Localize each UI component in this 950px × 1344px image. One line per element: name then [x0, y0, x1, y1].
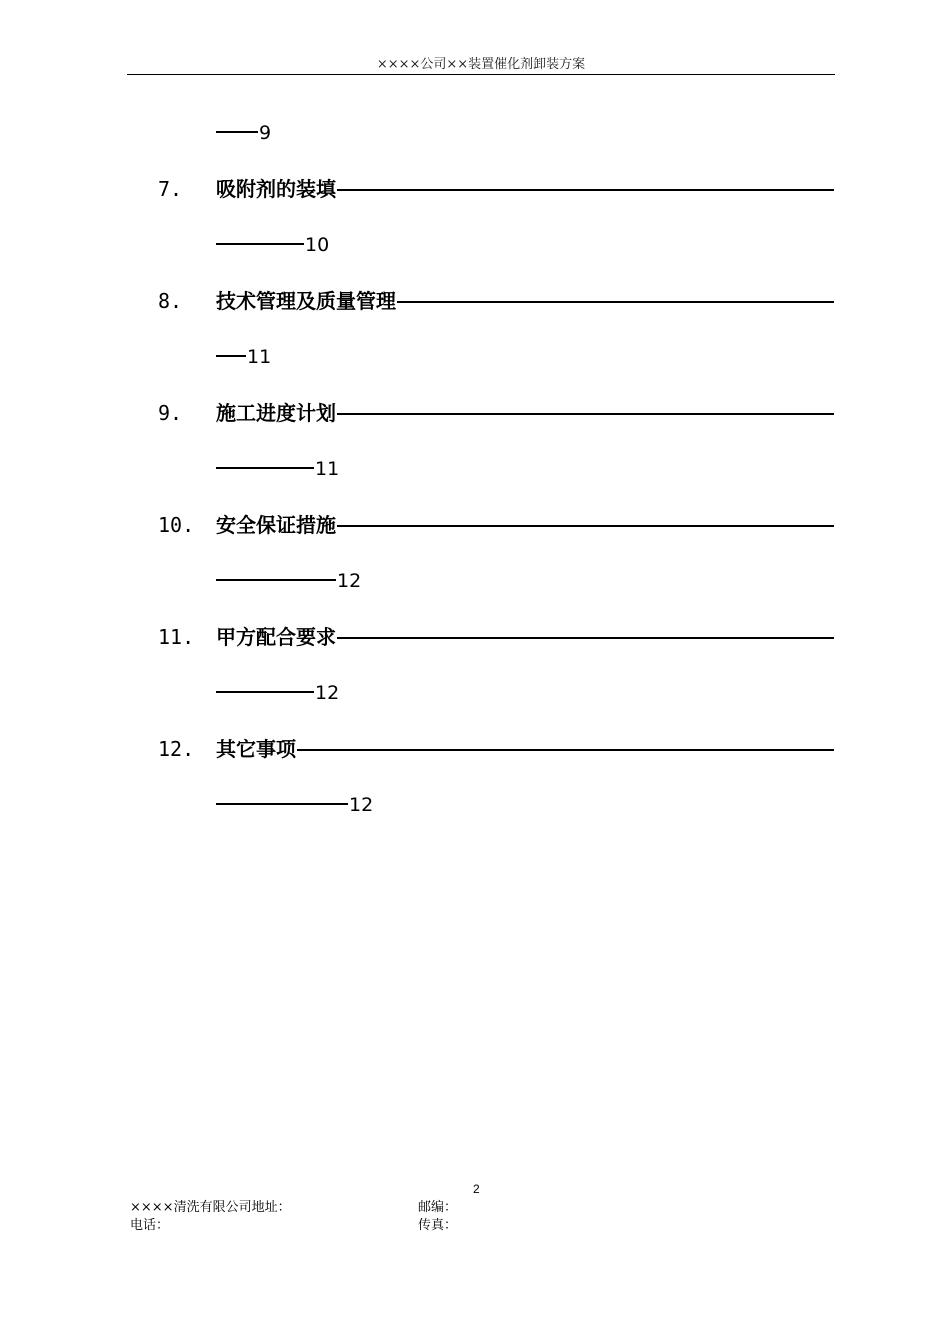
toc-leader-dashes	[216, 243, 304, 245]
toc-entry-7[interactable]	[216, 177, 834, 201]
toc-continuation-9	[216, 457, 339, 481]
toc-entry-number: 8.	[158, 289, 183, 313]
toc-continuation-10	[216, 569, 361, 593]
toc-entry-title: 施工进度计划	[216, 401, 336, 425]
toc-leader-dashes	[216, 803, 348, 805]
toc-leader-dashes	[216, 131, 258, 133]
page-number: 2	[473, 1182, 480, 1196]
toc-leader-dashes	[337, 525, 834, 527]
footer-postcode: 邮编：	[418, 1200, 458, 1215]
toc-continuation-6	[216, 121, 271, 145]
footer-fax: 传真：	[418, 1218, 458, 1233]
toc-entry-number: 11.	[158, 625, 195, 649]
toc-continuation-7	[216, 233, 329, 257]
toc-continuation-11	[216, 681, 339, 705]
footer-phone: 电话：	[130, 1218, 170, 1233]
toc-entry-title: 技术管理及质量管理	[216, 289, 396, 313]
toc-entry-number: 9.	[158, 401, 183, 425]
toc-entry-number: 10.	[158, 513, 195, 537]
toc-leader-dashes	[216, 691, 314, 693]
toc-page-number: 12	[315, 682, 340, 704]
toc-entry-12[interactable]	[216, 737, 834, 761]
toc-continuation-8	[216, 345, 271, 369]
toc-page-number: 11	[315, 458, 340, 480]
toc-leader-dashes	[337, 637, 834, 639]
toc-leader-dashes	[337, 189, 834, 191]
footer-company-address: ××××清洗有限公司地址：	[130, 1200, 291, 1215]
toc-page-number: 9	[259, 122, 272, 144]
toc-leader-dashes	[397, 301, 834, 303]
toc-entry-number: 12.	[158, 737, 195, 761]
toc-page-number: 12	[337, 570, 362, 592]
toc-entry-title: 安全保证措施	[216, 513, 336, 537]
toc-page-number: 10	[305, 234, 330, 256]
toc-leader-dashes	[337, 413, 834, 415]
toc-page-number: 12	[349, 794, 374, 816]
toc-leader-dashes	[297, 749, 834, 751]
toc-page-number: 11	[247, 346, 272, 368]
toc-leader-dashes	[216, 355, 246, 357]
toc-entry-10[interactable]	[216, 513, 834, 537]
toc-entry-title: 吸附剂的装填	[216, 177, 336, 201]
document-header-title: ××××公司××装置催化剂卸装方案	[376, 57, 586, 72]
toc-leader-dashes	[216, 467, 314, 469]
toc-entry-9[interactable]	[216, 401, 834, 425]
toc-entry-title: 其它事项	[216, 737, 296, 761]
toc-entry-number: 7.	[158, 177, 183, 201]
toc-leader-dashes	[216, 579, 336, 581]
toc-continuation-12	[216, 793, 373, 817]
toc-entry-8[interactable]	[216, 289, 834, 313]
toc-entry-title: 甲方配合要求	[216, 625, 336, 649]
toc-entry-11[interactable]	[216, 625, 834, 649]
